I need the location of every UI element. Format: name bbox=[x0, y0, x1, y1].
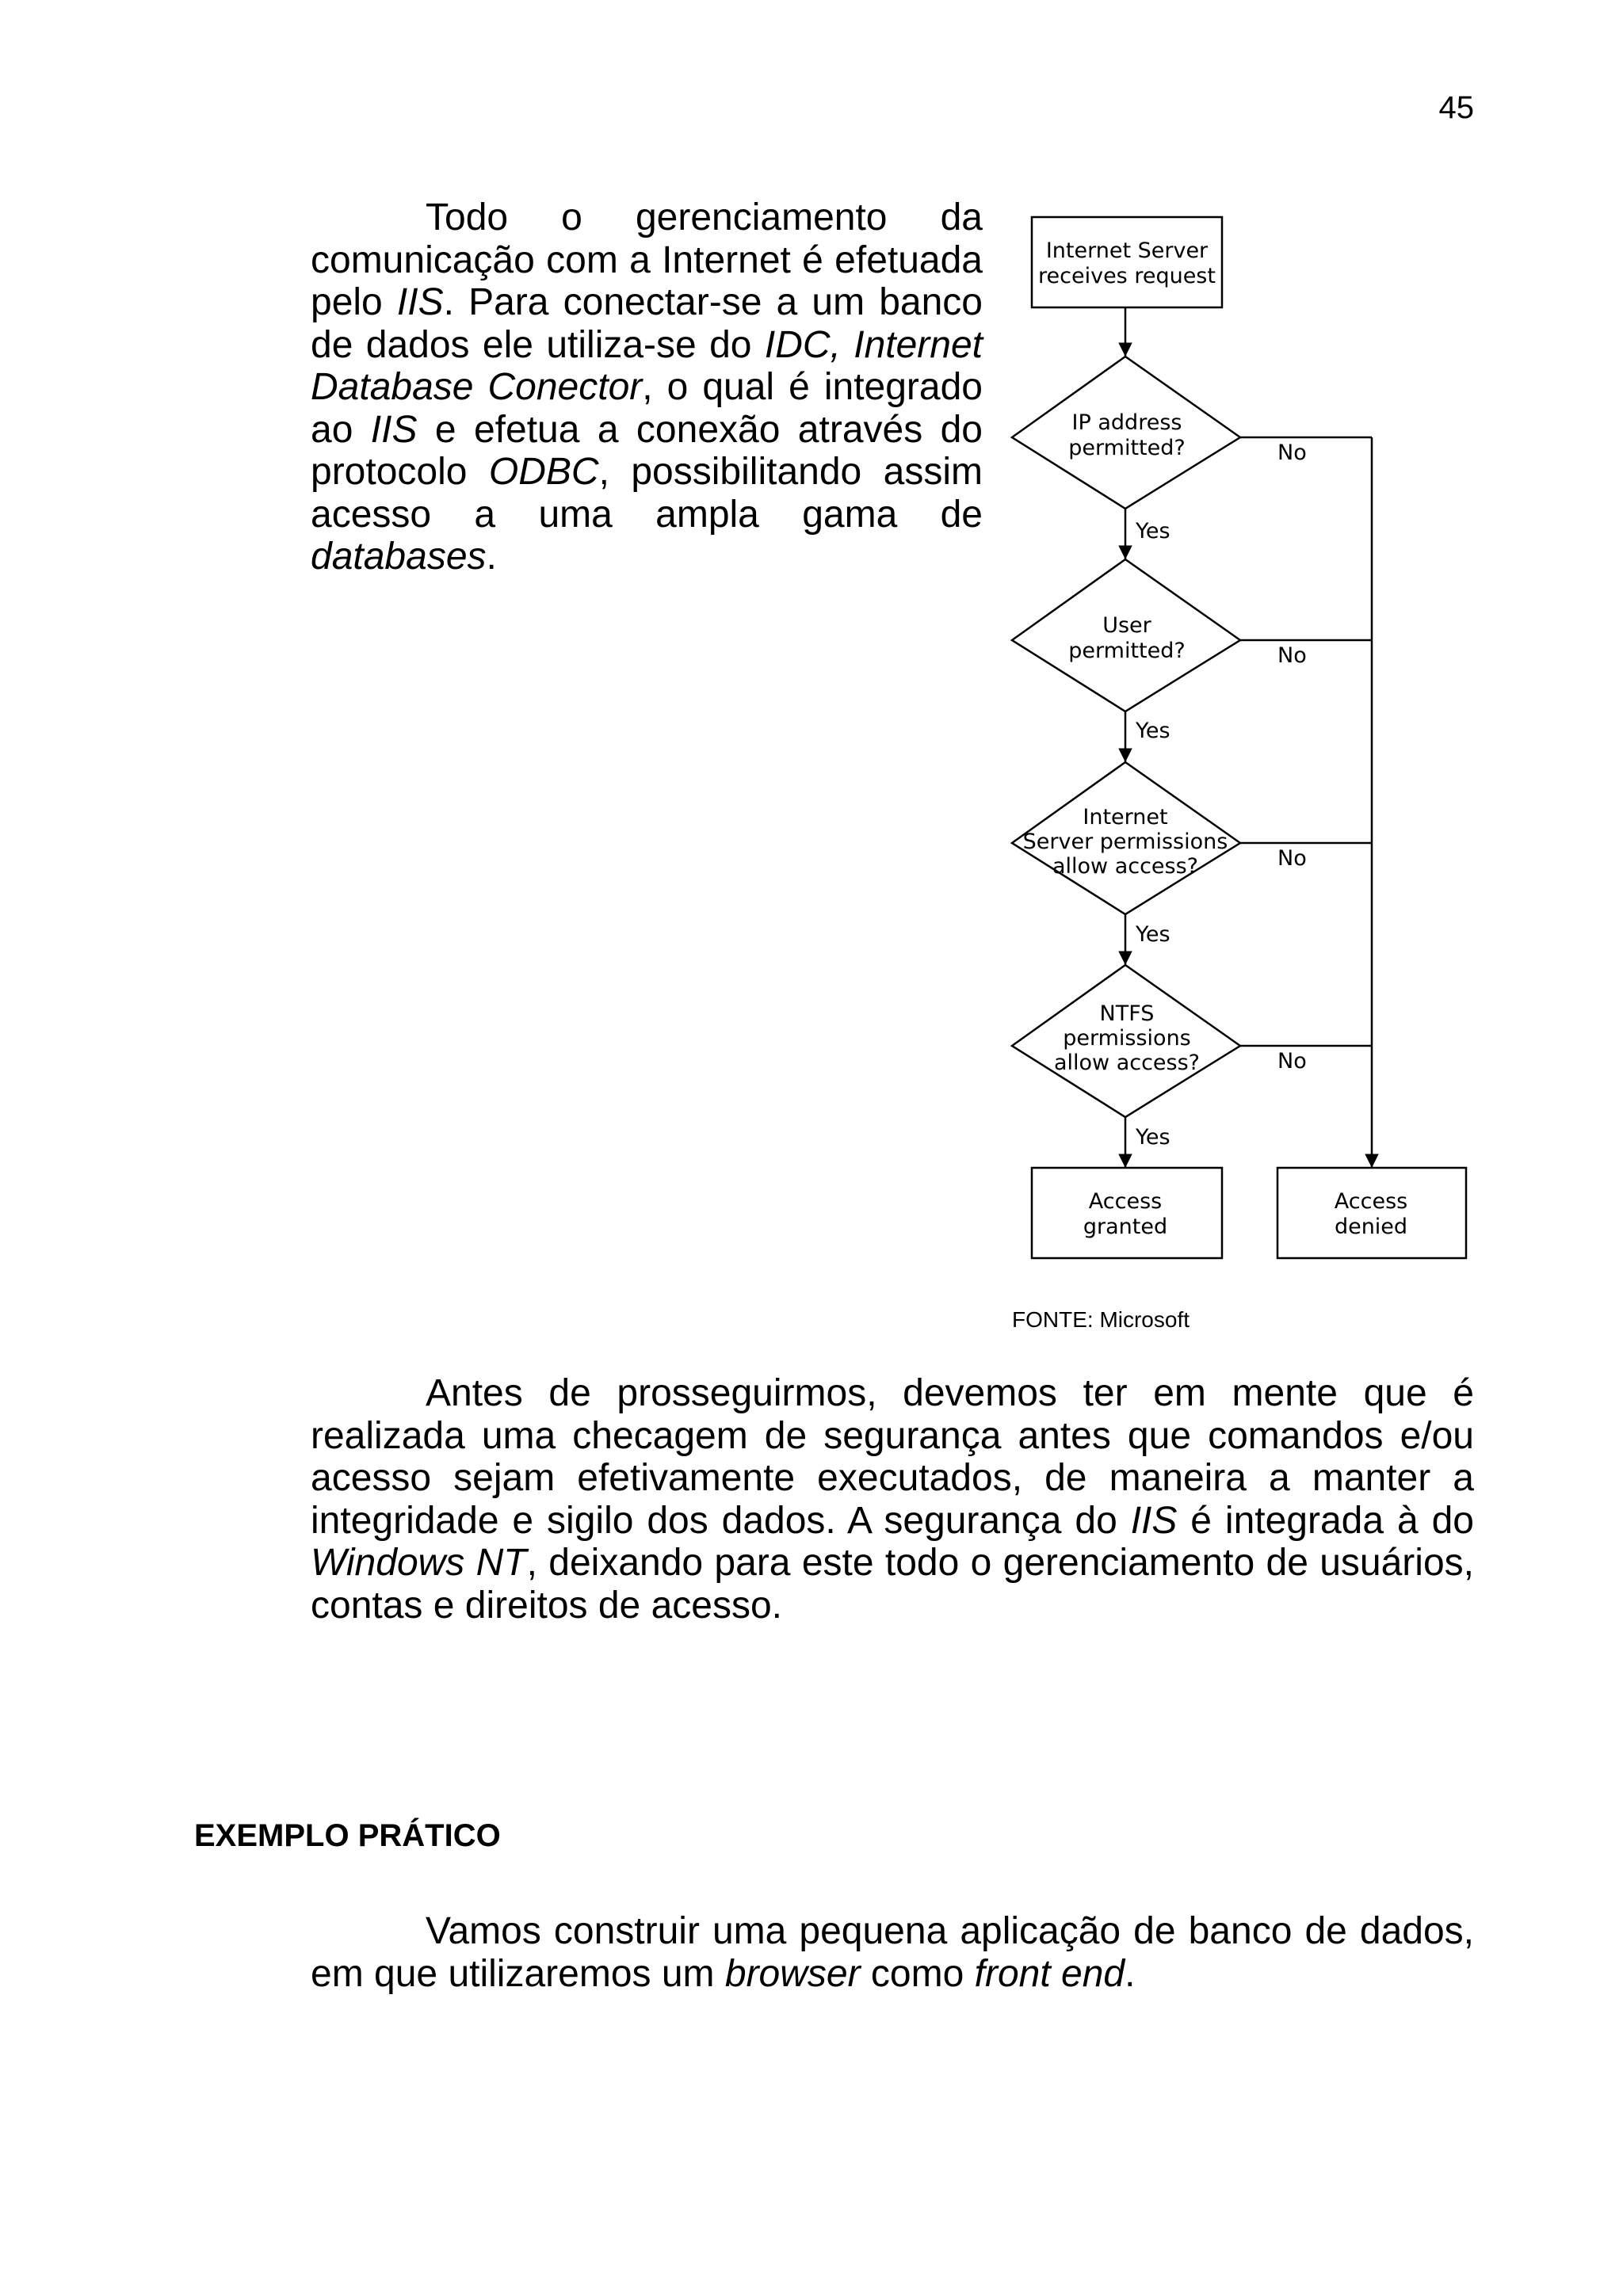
decision-1-line-1: IP address bbox=[1071, 410, 1182, 435]
section-heading: EXEMPLO PRÁTICO bbox=[194, 1818, 501, 1853]
decision-4-line-2: permissions bbox=[1063, 1026, 1191, 1051]
no-label-1: No bbox=[1277, 441, 1307, 465]
page-number: 45 bbox=[1438, 90, 1474, 125]
decision-2-line-1: User bbox=[1102, 613, 1151, 638]
no-label-2: No bbox=[1277, 643, 1307, 668]
decision-4-line-1: NTFS bbox=[1099, 1001, 1155, 1026]
decision-2-line-2: permitted? bbox=[1068, 639, 1186, 663]
decision-3-line-1: Internet bbox=[1083, 805, 1168, 830]
decision-1-line-2: permitted? bbox=[1068, 436, 1186, 460]
figure-source: FONTE: Microsoft bbox=[1012, 1307, 1190, 1332]
denied-line-2: denied bbox=[1334, 1215, 1408, 1239]
start-box-line-1: Internet Server bbox=[1045, 238, 1209, 263]
denied-line-1: Access bbox=[1334, 1189, 1408, 1214]
yes-label-1: Yes bbox=[1136, 519, 1170, 543]
paragraph-security: Antes de prosseguirmos, devemos ter em mente que é realizada uma checagem de segurança antes que comandos e/ou acesso sejam efetivamente executados, de maneira a manter a integridade e sigilo dos dados. A segurança do IIS é integrada à do Windows NT, deixando para este todo o gerenciamento de usuários, contas e direitos de acesso. bbox=[311, 1372, 1474, 1627]
paragraph-example: Vamos construir uma pequena aplicação de banco de dados, em que utilizaremos um browser como front end. bbox=[311, 1910, 1474, 1995]
yes-label-3: Yes bbox=[1136, 922, 1170, 947]
yes-label-4: Yes bbox=[1136, 1125, 1170, 1150]
decision-3-line-3: allow access? bbox=[1052, 854, 1199, 879]
granted-line-1: Access bbox=[1088, 1189, 1163, 1214]
no-label-4: No bbox=[1277, 1049, 1307, 1074]
decision-3-line-2: Server permissions bbox=[1022, 830, 1228, 854]
paragraph-iis-intro: Todo o gerenciamento da comunicação com a Internet é efetuada pelo IIS. Para conectar-se a um banco de dados ele utiliza-se do IDC, Internet Database Conector, o qual é integrado ao IIS e efetua a conexão através do protocolo ODBC, possibilitando assim acesso a uma ampla gama de databases. bbox=[311, 196, 983, 578]
decision-4-line-3: allow access? bbox=[1053, 1051, 1201, 1075]
yes-label-2: Yes bbox=[1136, 719, 1170, 743]
start-box-line-2: receives request bbox=[1038, 264, 1216, 288]
no-label-3: No bbox=[1277, 846, 1307, 871]
granted-line-2: granted bbox=[1083, 1215, 1168, 1239]
